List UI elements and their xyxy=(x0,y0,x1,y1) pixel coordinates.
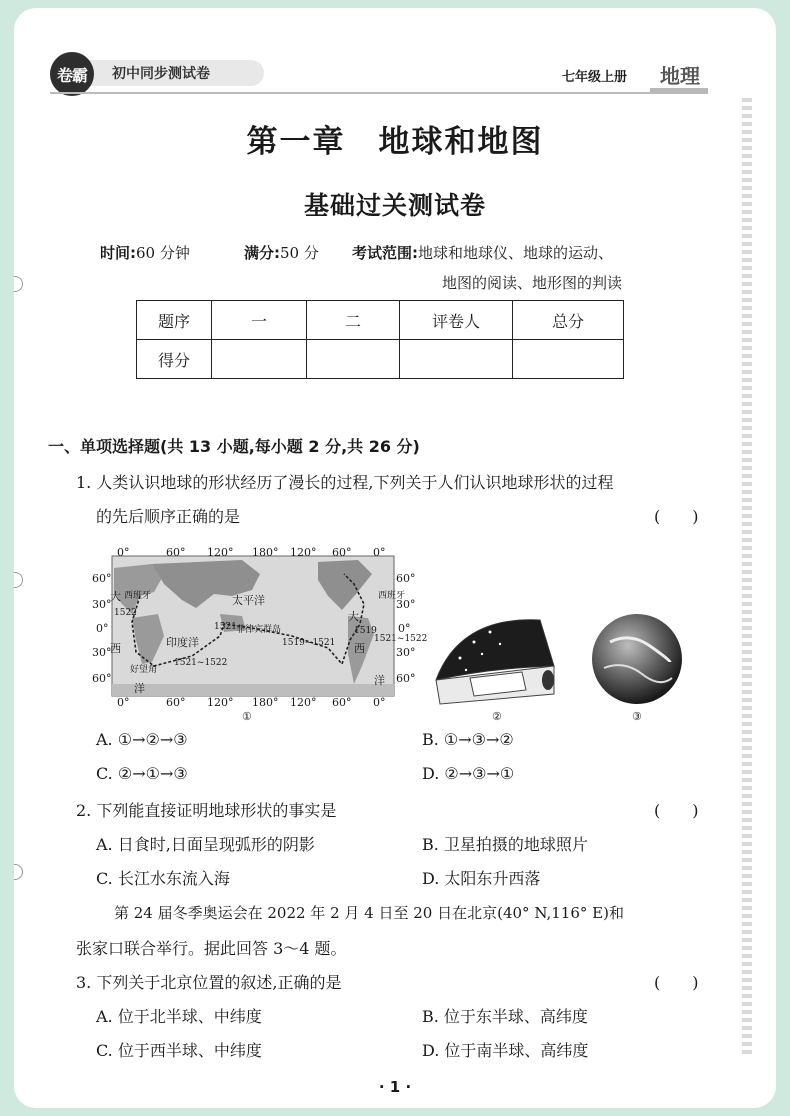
score-table-header-row xyxy=(137,301,624,340)
map-tick: 180° xyxy=(252,696,279,709)
binding-mark xyxy=(14,572,23,588)
map-tick: 60° xyxy=(166,696,186,709)
map-label: 1519~1521 xyxy=(282,638,336,648)
table-header-cell: 一 xyxy=(212,301,307,340)
scope-label: 考试范围: xyxy=(352,244,418,262)
map-label: 西 xyxy=(110,642,121,655)
score-table-score-row xyxy=(137,340,624,379)
grade-label: 七年级上册 xyxy=(562,70,628,85)
map-label: 洋 xyxy=(134,682,145,695)
test-title: 基础过关测试卷 xyxy=(303,191,486,220)
map-label: 印度洋 xyxy=(166,636,199,649)
scope-info xyxy=(352,242,613,263)
scope-line-1: 地球和地球仪、地球的运动、 xyxy=(418,244,614,262)
option-c[interactable]: C. ②→①→③ xyxy=(96,764,188,783)
option-a[interactable]: A. 日食时,日面呈现弧形的阴影 xyxy=(96,835,315,854)
option-c[interactable]: C. 位于西半球、中纬度 xyxy=(96,1041,262,1060)
series-title: 初中同步测试卷 xyxy=(112,66,210,82)
section-heading: 一、单项选择题(共 13 小题,每小题 2 分,共 26 分) xyxy=(48,437,420,456)
table-header-cell: 题序 xyxy=(137,301,212,340)
score-row-label: 得分 xyxy=(137,340,212,379)
logo-text: 卷霸 xyxy=(56,65,87,85)
map-label: 菲律宾群岛 xyxy=(236,625,282,635)
map-tick: 120° xyxy=(207,546,234,559)
map-tick: 120° xyxy=(290,546,317,559)
map-tick: 60° xyxy=(166,546,186,559)
map-label: 西 xyxy=(354,642,365,655)
map-tick: 120° xyxy=(290,696,317,709)
table-header-cell: 总分 xyxy=(513,301,624,340)
binding-mark xyxy=(14,276,23,292)
map-label: 大 xyxy=(348,610,359,623)
chapter-title: 第一章 地球和地图 xyxy=(246,124,544,160)
map-label: 1519 xyxy=(354,626,377,636)
time-label: 时间: xyxy=(100,244,136,262)
score-cell[interactable] xyxy=(212,340,307,379)
table-header-cell: 评卷人 xyxy=(400,301,513,340)
subject-underline xyxy=(650,88,708,94)
score-info xyxy=(244,242,319,263)
map-tick: 0° xyxy=(117,696,130,709)
score-cell[interactable] xyxy=(513,340,624,379)
score-cell[interactable] xyxy=(400,340,513,379)
map-tick: 120° xyxy=(207,696,234,709)
map-tick: 60° xyxy=(92,572,112,585)
map-label: 好望角 xyxy=(130,665,158,675)
map-tick: 0° xyxy=(117,546,130,559)
full-score-value: 50 分 xyxy=(280,244,319,262)
score-table xyxy=(136,300,624,379)
scope-line-2: 地图的阅读、地形图的判读 xyxy=(442,274,623,292)
option-a[interactable]: A. 位于北半球、中纬度 xyxy=(96,1007,262,1026)
dome-sky-illustration xyxy=(430,608,558,708)
answer-blank[interactable]: ( ) xyxy=(654,801,699,820)
map-tick: 0° xyxy=(96,622,109,635)
map-tick: 0° xyxy=(398,622,411,635)
passage-line-2: 张家口联合举行。据此回答 3～4 题。 xyxy=(76,939,347,958)
figure-number: ② xyxy=(492,710,502,723)
option-c[interactable]: C. 长江水东流入海 xyxy=(96,869,230,888)
question-2-stem: 2. 下列能直接证明地球形状的事实是 xyxy=(76,801,337,820)
answer-blank[interactable]: ( ) xyxy=(654,507,699,526)
map-label: 太平洋 xyxy=(232,594,265,607)
binding-mark xyxy=(14,864,23,880)
map-label: 西班牙 xyxy=(124,591,152,601)
map-label: 洋 xyxy=(374,674,385,687)
option-d[interactable]: D. 位于南半球、高纬度 xyxy=(422,1041,589,1060)
answer-blank[interactable]: ( ) xyxy=(654,973,699,992)
map-tick: 30° xyxy=(92,646,112,659)
passage-line-1: 第 24 届冬季奥运会在 2022 年 2 月 4 日至 20 日在北京(40° N,116° E)和 xyxy=(114,904,624,922)
satellite-earth-photo xyxy=(590,612,684,706)
figure-number: ③ xyxy=(632,710,642,723)
question-1-stem-cont: 的先后顺序正确的是 xyxy=(96,507,241,526)
map-label: 1522 xyxy=(114,608,137,618)
page-number: · 1 · xyxy=(378,1078,412,1096)
option-a[interactable]: A. ①→②→③ xyxy=(96,730,188,749)
time-value: 60 分钟 xyxy=(136,244,190,262)
question-1-stem: 1. 人类认识地球的形状经历了漫长的过程,下列关于人们认识地球形状的过程 xyxy=(76,473,614,492)
map-tick: 30° xyxy=(396,598,416,611)
exam-page xyxy=(14,8,776,1108)
full-score-label: 满分: xyxy=(244,244,280,262)
map-label: 大 xyxy=(110,590,121,603)
map-tick: 30° xyxy=(396,646,416,659)
score-cell[interactable] xyxy=(307,340,400,379)
option-d[interactable]: D. 太阳东升西落 xyxy=(422,869,541,888)
map-tick: 30° xyxy=(92,598,112,611)
table-header-cell: 二 xyxy=(307,301,400,340)
map-tick: 180° xyxy=(252,546,279,559)
figure-number: ① xyxy=(242,710,252,723)
subject-label: 地理 xyxy=(660,64,700,88)
map-tick: 60° xyxy=(92,672,112,685)
question-3-stem: 3. 下列关于北京位置的叙述,正确的是 xyxy=(76,973,342,992)
map-label: 1521~1522 xyxy=(374,634,428,644)
map-label: 1521 xyxy=(214,622,237,632)
series-tab xyxy=(76,60,264,86)
option-d[interactable]: D. ②→③→① xyxy=(422,764,515,783)
option-b[interactable]: B. ①→③→② xyxy=(422,730,514,749)
map-tick: 0° xyxy=(373,696,386,709)
time-info xyxy=(100,242,190,263)
option-b[interactable]: B. 卫星拍摄的地球照片 xyxy=(422,835,588,854)
map-label: 西班牙 xyxy=(378,591,406,601)
brand-logo xyxy=(50,52,94,96)
binding-edge xyxy=(742,98,752,1058)
map-tick: 60° xyxy=(332,546,352,559)
map-tick: 60° xyxy=(332,696,352,709)
map-tick: 60° xyxy=(396,572,416,585)
map-tick: 0° xyxy=(373,546,386,559)
map-label: 1521~1522 xyxy=(174,658,228,668)
header-divider xyxy=(50,92,708,94)
map-tick: 60° xyxy=(396,672,416,685)
option-b[interactable]: B. 位于东半球、高纬度 xyxy=(422,1007,588,1026)
